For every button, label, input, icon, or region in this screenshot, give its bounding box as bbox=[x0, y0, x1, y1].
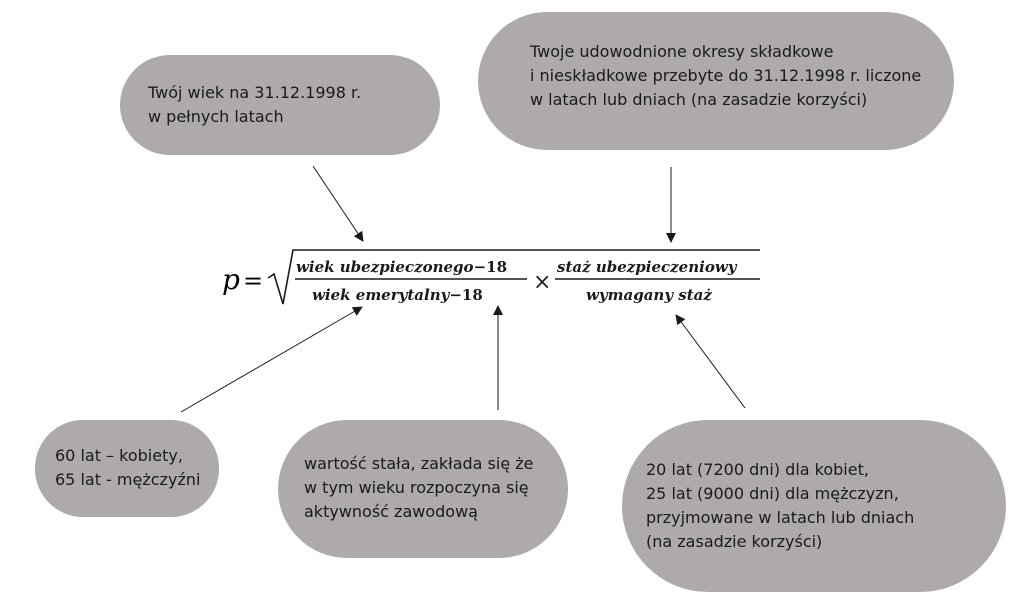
bubble-text-line: aktywność zawodową bbox=[304, 502, 478, 521]
formula-equals: = bbox=[243, 267, 264, 295]
bubble-text-line: Twoje udowodnione okresy składkowe bbox=[530, 42, 834, 61]
bubble-text-line: 25 lat (9000 dni) dla mężczyzn, bbox=[646, 484, 899, 503]
bubble-text-line: 60 lat – kobiety, bbox=[55, 446, 183, 465]
bubble-text-line: Twój wiek na 31.12.1998 r. bbox=[148, 83, 362, 102]
bubble-text-line: w pełnych latach bbox=[148, 107, 284, 126]
fraction2-numerator: staż ubezpieczeniowy bbox=[557, 258, 737, 276]
formula-lhs: p bbox=[222, 263, 240, 296]
arrow-retirement-to-denominator bbox=[181, 307, 362, 412]
bubble-text-line: w latach lub dniach (na zasadzie korzyści) bbox=[530, 90, 868, 109]
denominator-constant: −18 bbox=[449, 286, 483, 304]
bubble-text-line: przyjmowane w latach lub dniach bbox=[646, 508, 915, 527]
arrow-age-to-numerator bbox=[313, 166, 363, 241]
denominator-label: wiek emerytalny bbox=[312, 286, 450, 304]
fraction2-denominator: wymagany staż bbox=[586, 286, 712, 304]
bubble-text-line: (na zasadzie korzyści) bbox=[646, 532, 823, 551]
arrow-required-to-denominator bbox=[676, 315, 745, 408]
bubble-text-line: 65 lat - mężczyźni bbox=[55, 470, 201, 489]
numerator-label: wiek ubezpieczonego bbox=[296, 258, 474, 276]
fraction1-denominator bbox=[312, 286, 483, 304]
fraction1-numerator bbox=[296, 258, 507, 276]
bubble-text-line: wartość stała, zakłada się że bbox=[304, 454, 534, 473]
bubble-text-line: w tym wieku rozpoczyna się bbox=[304, 478, 529, 497]
times-sign: × bbox=[533, 270, 552, 295]
numerator-constant: −18 bbox=[473, 258, 508, 276]
bubble-text-line: i nieskładkowe przebyte do 31.12.1998 r. liczone bbox=[530, 66, 922, 85]
bubble-text-line: 20 lat (7200 dni) dla kobiet, bbox=[646, 460, 869, 479]
